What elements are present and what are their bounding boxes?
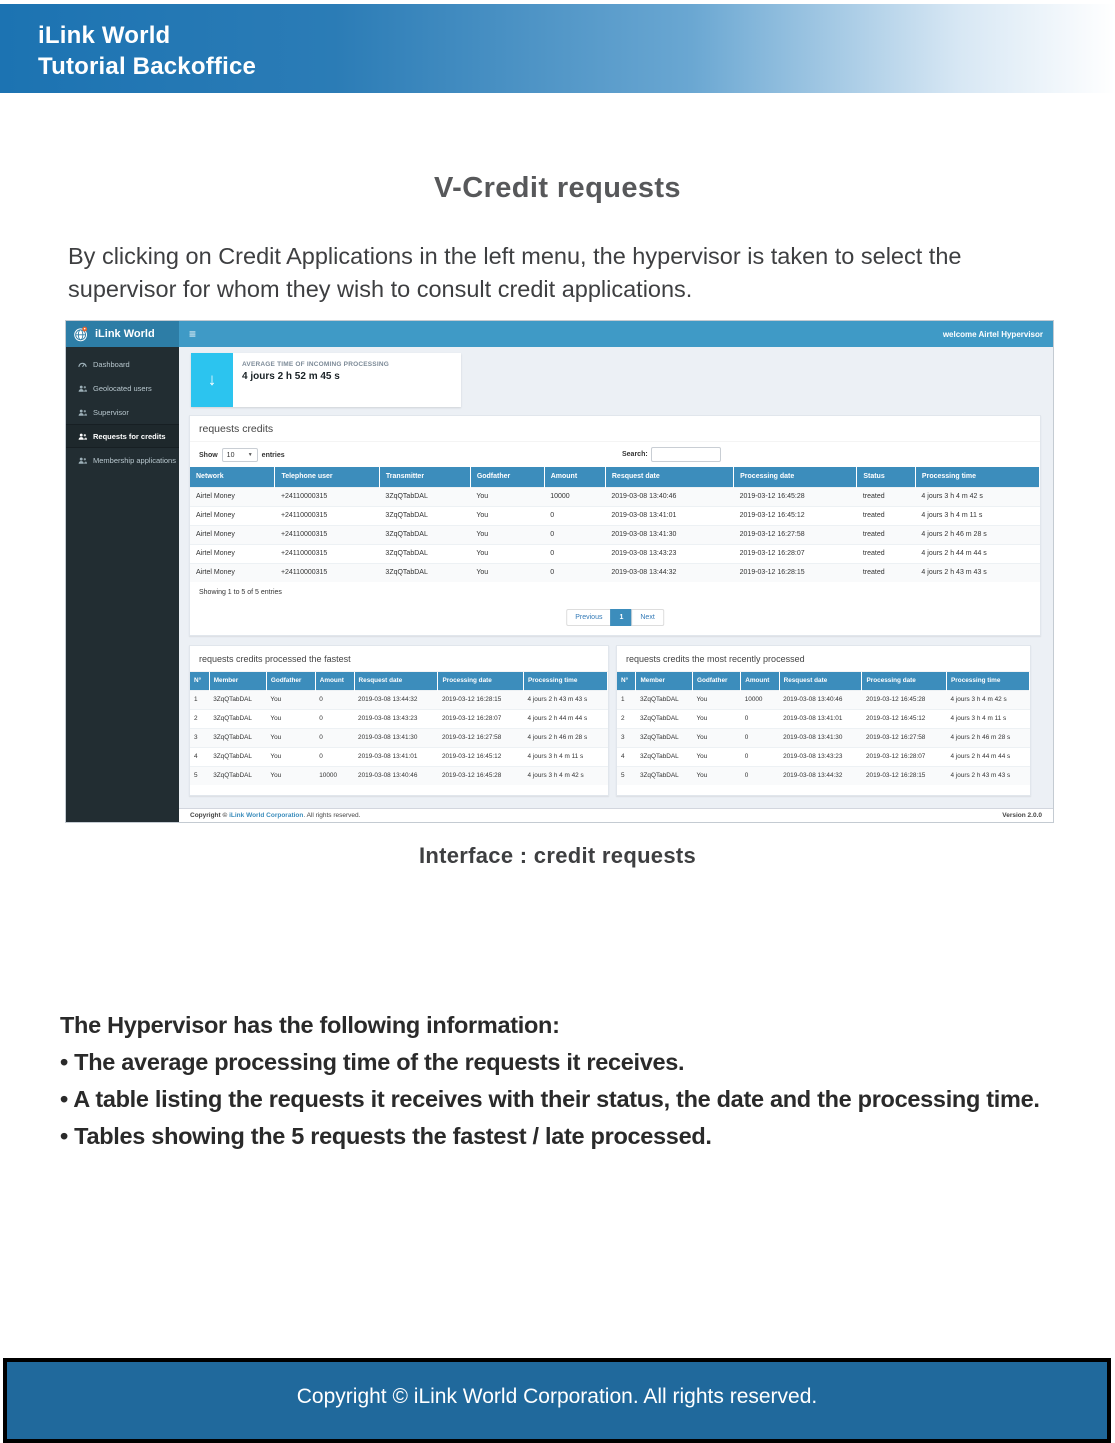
column-header[interactable]: Godfather (266, 672, 315, 690)
column-header[interactable]: Member (636, 672, 693, 690)
table-cell: 2019-03-08 13:40:46 (779, 690, 862, 709)
average-time-card (191, 353, 461, 407)
copyright-suffix: . All rights reserved. (303, 812, 361, 819)
table-cell: 4 jours 3 h 4 m 42 s (524, 766, 608, 785)
search-label: Search: (622, 451, 648, 458)
table-cell: 10000 (741, 690, 779, 709)
column-header[interactable]: Processing time (947, 672, 1030, 690)
pagination-previous-button[interactable]: Previous (566, 609, 611, 626)
table-cell: 10000 (315, 766, 354, 785)
page-size-value: 10 (226, 451, 235, 459)
app-footer (179, 808, 1053, 822)
users-icon (77, 409, 87, 416)
arrow-down-icon: ↓ (191, 353, 233, 407)
column-header[interactable]: Resquest date (605, 467, 733, 487)
table-row (190, 525, 1040, 544)
info-block (60, 1007, 1070, 1155)
users-icon (77, 457, 87, 464)
table-cell: 0 (741, 709, 779, 728)
table-row (617, 709, 1030, 728)
table-cell: Airtel Money (190, 544, 275, 563)
document-header (0, 4, 1115, 93)
table-cell: 4 jours 2 h 43 m 43 s (524, 690, 608, 709)
table-cell: treated (857, 506, 916, 525)
table-cell: 4 (190, 747, 209, 766)
table-header-row (617, 672, 1030, 690)
table-cell: You (266, 747, 315, 766)
table-cell: Airtel Money (190, 487, 275, 506)
table-cell: 4 jours 2 h 43 m 43 s (915, 563, 1039, 582)
column-header[interactable]: Member (209, 672, 266, 690)
panel-title: requests credits processed the fastest (190, 646, 608, 672)
table-cell: 2019-03-08 13:44:32 (605, 563, 733, 582)
sidebar-item-label: Requests for credits (93, 431, 166, 441)
table-cell: 3ZqQTabDAL (379, 525, 470, 544)
table-row (617, 747, 1030, 766)
column-header[interactable]: Godfather (470, 467, 544, 487)
table-cell: 2019-03-08 13:40:46 (605, 487, 733, 506)
table-cell: 2019-03-12 16:45:28 (862, 690, 947, 709)
table-cell: treated (857, 525, 916, 544)
table-cell: 4 jours 3 h 4 m 42 s (915, 487, 1039, 506)
table-cell: 2019-03-12 16:28:15 (862, 766, 947, 785)
section-title: V-Credit requests (434, 172, 681, 204)
table-cell: 3ZqQTabDAL (209, 747, 266, 766)
sidebar-item-label: Geolocated users (93, 383, 152, 393)
page-size-select[interactable] (222, 448, 258, 462)
document-footer (3, 1358, 1111, 1443)
column-header[interactable]: Transmitter (379, 467, 470, 487)
table-cell: 4 jours 3 h 4 m 11 s (915, 506, 1039, 525)
column-header[interactable]: Amount (741, 672, 779, 690)
column-header[interactable]: Telephone user (275, 467, 379, 487)
figure-caption: Interface : credit requests (418, 843, 697, 868)
table-cell: You (692, 747, 740, 766)
info-bullet-2: • A table listing the requests it receives with their status, the date and the processing time. (60, 1081, 1070, 1118)
table-cell: 2019-03-08 13:41:30 (354, 728, 438, 747)
column-header[interactable]: Network (190, 467, 275, 487)
table-cell: You (692, 690, 740, 709)
user-welcome[interactable]: welcome Airtel Hypervisor (942, 329, 1043, 339)
table-cell: 2019-03-12 16:45:12 (438, 747, 524, 766)
app-version: Version 2.0.0 (1002, 812, 1042, 819)
table-cell: 3 (617, 728, 636, 747)
table-cell: 2019-03-12 16:27:58 (862, 728, 947, 747)
entries-label: entries (261, 451, 285, 459)
table-cell: 4 jours 2 h 44 m 44 s (947, 747, 1030, 766)
table-cell: 3ZqQTabDAL (379, 563, 470, 582)
table-cell: treated (857, 487, 916, 506)
pagination (566, 609, 664, 626)
table-cell: 4 jours 2 h 46 m 28 s (947, 728, 1030, 747)
column-header[interactable]: N° (617, 672, 636, 690)
table-cell: 4 jours 2 h 44 m 44 s (915, 544, 1039, 563)
table-cell: 3ZqQTabDAL (209, 690, 266, 709)
table-row (617, 766, 1030, 785)
search-input[interactable] (651, 447, 721, 462)
table-cell: Airtel Money (190, 506, 275, 525)
table-row (617, 728, 1030, 747)
info-heading: The Hypervisor has the following information: (60, 1012, 560, 1038)
table-cell: You (692, 728, 740, 747)
table-cell: 2019-03-08 13:44:32 (354, 690, 438, 709)
info-bullet-3: • Tables showing the 5 requests the fastest / late processed. (60, 1118, 1070, 1155)
table-cell: 0 (315, 728, 354, 747)
table-row (190, 487, 1040, 506)
table-cell: treated (857, 544, 916, 563)
table-cell: 2019-03-08 13:41:30 (779, 728, 862, 747)
table-cell: You (470, 487, 544, 506)
recently-processed-panel (616, 645, 1031, 796)
table-cell: You (266, 728, 315, 747)
sidebar-item-membership-applications[interactable] (66, 448, 179, 472)
table-cell: 3ZqQTabDAL (636, 766, 693, 785)
app-logo-icon (73, 326, 89, 342)
table-cell: 1 (617, 690, 636, 709)
app-navbar (66, 321, 1053, 347)
table-cell: 10000 (544, 487, 605, 506)
table-cell: You (470, 506, 544, 525)
requests-credits-panel (189, 415, 1041, 636)
table-cell: 2019-03-08 13:43:23 (779, 747, 862, 766)
table-controls (190, 442, 1040, 467)
users-icon (77, 385, 87, 392)
column-header[interactable]: Status (857, 467, 916, 487)
table-cell: +24110000315 (275, 544, 379, 563)
table-cell: You (266, 766, 315, 785)
pagination-next-button[interactable]: Next (631, 609, 663, 626)
sidebar-item-requests-for-credits[interactable] (66, 424, 179, 448)
table-cell: +24110000315 (275, 525, 379, 544)
table-cell: 2019-03-12 16:28:07 (862, 747, 947, 766)
table-cell: 3ZqQTabDAL (636, 690, 693, 709)
column-header[interactable]: Processing date (862, 672, 947, 690)
table-row (190, 563, 1040, 582)
sidebar-item-geolocated-users[interactable] (66, 376, 179, 400)
table-cell: 2019-03-08 13:41:30 (605, 525, 733, 544)
table-cell: 2019-03-12 16:45:28 (438, 766, 524, 785)
table-cell: 2019-03-12 16:45:28 (734, 487, 857, 506)
showing-entries-text: Showing 1 to 5 of 5 entries (199, 589, 282, 596)
recently-processed-table (617, 672, 1030, 785)
table-cell: 3ZqQTabDAL (209, 728, 266, 747)
app-screenshot (65, 320, 1054, 823)
table-cell: 0 (315, 709, 354, 728)
table-cell: 0 (315, 690, 354, 709)
table-cell: 0 (544, 525, 605, 544)
table-cell: 5 (190, 766, 209, 785)
table-cell: 0 (741, 766, 779, 785)
sidebar-item-label: Supervisor (93, 407, 129, 417)
table-cell: 3ZqQTabDAL (379, 506, 470, 525)
table-row (190, 709, 608, 728)
table-row (190, 747, 608, 766)
table-cell: 3ZqQTabDAL (636, 728, 693, 747)
table-cell: 3ZqQTabDAL (379, 544, 470, 563)
table-cell: You (692, 766, 740, 785)
users-icon (77, 433, 87, 440)
average-time-label: AVERAGE TIME OF INCOMING PROCESSING (242, 361, 390, 368)
column-header[interactable]: Resquest date (779, 672, 862, 690)
table-cell: 4 jours 3 h 4 m 42 s (947, 690, 1030, 709)
table-cell: 2019-03-12 16:28:07 (734, 544, 857, 563)
fastest-processed-table (190, 672, 608, 785)
show-label: Show (199, 451, 218, 459)
table-cell: 0 (741, 728, 779, 747)
table-cell: 3ZqQTabDAL (379, 487, 470, 506)
intro-paragraph: By clicking on Credit Applications in the left menu, the hypervisor is taken to select the supervisor for whom they wish to consult credit applications. (68, 243, 962, 302)
table-cell: 2019-03-12 16:45:12 (862, 709, 947, 728)
table-header-row (190, 467, 1040, 487)
column-header[interactable]: Godfather (692, 672, 740, 690)
table-cell: 4 jours 3 h 4 m 11 s (524, 747, 608, 766)
app-brand-label: iLink World (95, 328, 155, 340)
table-cell: 3 (190, 728, 209, 747)
sidebar-item-label: Dashboard (93, 359, 130, 369)
table-header-row (190, 672, 608, 690)
table-cell: 4 jours 2 h 46 m 28 s (524, 728, 608, 747)
app-navbar-right (179, 321, 1053, 347)
table-cell: You (470, 525, 544, 544)
table-cell: 0 (315, 747, 354, 766)
copyright-prefix: Copyright © (190, 812, 230, 819)
sidebar-item-supervisor[interactable] (66, 400, 179, 424)
table-cell: 2019-03-08 13:41:01 (354, 747, 438, 766)
table-row (617, 690, 1030, 709)
table-cell: 0 (544, 563, 605, 582)
table-cell: 2019-03-08 13:43:23 (354, 709, 438, 728)
table-cell: 2 (190, 709, 209, 728)
table-cell: 3ZqQTabDAL (209, 766, 266, 785)
column-header[interactable]: Amount (315, 672, 354, 690)
info-bullet-1: • The average processing time of the requests it receives. (60, 1044, 1070, 1081)
table-cell: 2019-03-08 13:44:32 (779, 766, 862, 785)
fastest-processed-panel (189, 645, 609, 796)
table-cell: 1 (190, 690, 209, 709)
table-cell: 2019-03-12 16:28:15 (734, 563, 857, 582)
table-cell: Airtel Money (190, 525, 275, 544)
table-cell: 5 (617, 766, 636, 785)
table-cell: 2019-03-12 16:27:58 (734, 525, 857, 544)
table-cell: 4 jours 2 h 44 m 44 s (524, 709, 608, 728)
sidebar-item-dashboard[interactable] (66, 352, 179, 376)
table-cell: 2019-03-08 13:40:46 (354, 766, 438, 785)
document-footer-text: Copyright © iLink World Corporation. All rights reserved. (296, 1384, 818, 1408)
table-cell: +24110000315 (275, 506, 379, 525)
app-body (66, 347, 1053, 822)
table-cell: You (692, 709, 740, 728)
panel-title: requests credits (190, 416, 1040, 442)
table-row (190, 766, 608, 785)
table-cell: 4 jours 3 h 4 m 11 s (947, 709, 1030, 728)
table-cell: 3ZqQTabDAL (636, 747, 693, 766)
app-sidebar (66, 347, 179, 822)
table-cell: You (266, 709, 315, 728)
sidebar-item-label: Membership applications (93, 455, 176, 465)
table-cell: 2019-03-12 16:45:12 (734, 506, 857, 525)
app-copyright (190, 812, 360, 819)
column-header[interactable]: Processing time (915, 467, 1039, 487)
panel-title: requests credits the most recently processed (617, 646, 1030, 672)
table-cell: Airtel Money (190, 563, 275, 582)
chevron-down-icon: ▼ (247, 452, 253, 458)
column-header[interactable]: Processing date (438, 672, 524, 690)
table-cell: 0 (544, 544, 605, 563)
column-header[interactable]: Processing time (524, 672, 608, 690)
app-brand[interactable] (66, 321, 179, 347)
table-cell: +24110000315 (275, 487, 379, 506)
table-cell: 4 jours 2 h 43 m 43 s (947, 766, 1030, 785)
table-row (190, 506, 1040, 525)
table-cell: 3ZqQTabDAL (209, 709, 266, 728)
table-cell: 0 (741, 747, 779, 766)
copyright-company-link[interactable]: iLink World Corporation (229, 812, 304, 819)
table-cell: 3ZqQTabDAL (636, 709, 693, 728)
requests-credits-table (190, 467, 1040, 582)
table-cell: 2019-03-08 13:41:01 (605, 506, 733, 525)
table-cell: 2019-03-12 16:27:58 (438, 728, 524, 747)
pagination-page-1-button[interactable]: 1 (610, 609, 632, 626)
app-content (179, 347, 1053, 822)
table-cell: You (266, 690, 315, 709)
column-header[interactable]: Resquest date (354, 672, 438, 690)
table-cell: 4 (617, 747, 636, 766)
table-cell: 2019-03-12 16:28:15 (438, 690, 524, 709)
table-cell: 2 (617, 709, 636, 728)
table-cell: You (470, 544, 544, 563)
column-header[interactable]: N° (190, 672, 209, 690)
column-header[interactable]: Amount (544, 467, 605, 487)
table-cell: 2019-03-08 13:43:23 (605, 544, 733, 563)
table-row (190, 728, 608, 747)
header-brand-line2: Tutorial Backoffice (38, 53, 257, 80)
table-cell: 2019-03-12 16:28:07 (438, 709, 524, 728)
table-cell: You (470, 563, 544, 582)
table-row (190, 690, 608, 709)
table-cell: treated (857, 563, 916, 582)
average-time-value: 4 jours 2 h 52 m 45 s (242, 371, 340, 382)
table-cell: +24110000315 (275, 563, 379, 582)
table-cell: 4 jours 2 h 46 m 28 s (915, 525, 1039, 544)
sidebar-toggle-button[interactable]: ≡ (189, 327, 197, 341)
table-row (190, 544, 1040, 563)
dashboard-icon (77, 360, 87, 369)
header-brand-line1: iLink World (38, 22, 171, 49)
table-cell: 2019-03-08 13:41:01 (779, 709, 862, 728)
table-cell: 0 (544, 506, 605, 525)
column-header[interactable]: Processing date (734, 467, 857, 487)
